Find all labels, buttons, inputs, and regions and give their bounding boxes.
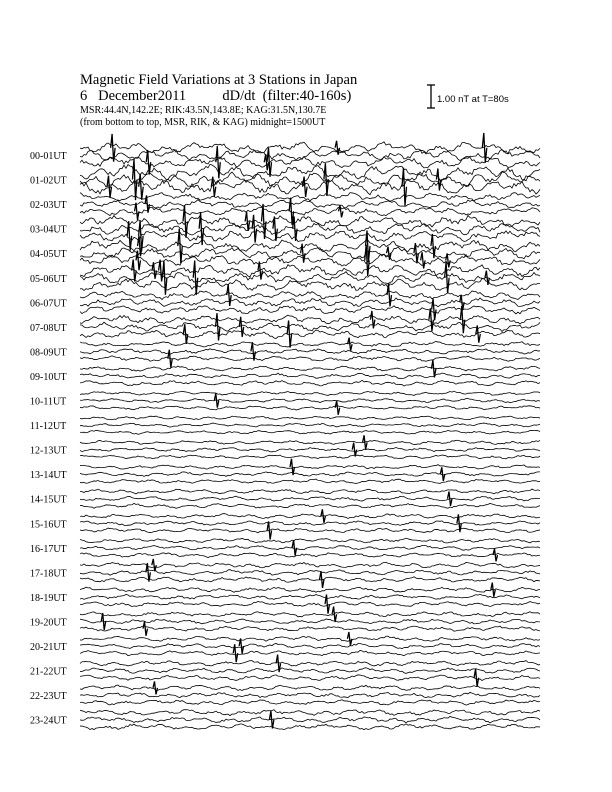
trace-KAG [80, 489, 540, 494]
trace-MSR [80, 528, 540, 533]
hour-row-05-06UT [30, 260, 540, 295]
trace-MSR [80, 330, 540, 338]
trace-spike [332, 607, 337, 623]
trace-MSR [80, 700, 540, 705]
trace-RIK [80, 643, 540, 648]
hour-row-11-12UT [30, 416, 540, 434]
hour-row-16-17UT [30, 538, 540, 561]
hour-row-20-21UT [30, 632, 540, 662]
trace-spike [152, 262, 157, 279]
hour-row-10-11UT [30, 391, 540, 415]
trace-spike [352, 443, 357, 457]
hour-row-07-08UT [30, 306, 540, 348]
trace-spike [183, 324, 188, 344]
trace-RIK [80, 668, 540, 674]
trace-spike [152, 559, 157, 572]
trace-spike [273, 216, 278, 241]
hour-label: 03-04UT [30, 224, 67, 236]
trace-RIK [80, 594, 540, 599]
hour-row-06-07UT [30, 284, 540, 321]
trace-RIK [80, 472, 540, 477]
trace-RIK [80, 496, 540, 501]
trace-spike [402, 168, 407, 206]
trace-spike [335, 141, 340, 155]
hour-label: 01-02UT [30, 175, 67, 187]
trace-spike [233, 644, 238, 662]
trace-spike [421, 252, 426, 268]
trace-spike [252, 215, 257, 243]
trace-MSR [80, 503, 540, 508]
trace-KAG [80, 315, 540, 324]
trace-MSR [80, 356, 540, 362]
trace-spike [153, 681, 158, 694]
trace-KAG [80, 685, 540, 691]
title: Magnetic Field Variations at 3 Stations in Japan [80, 72, 358, 88]
trace-RIK [80, 619, 540, 624]
trace-KAG [80, 440, 540, 444]
trace-KAG [80, 366, 540, 371]
trace-spike [493, 549, 498, 562]
trace-spike [133, 159, 138, 200]
trace-RIK [80, 692, 540, 697]
trace-KAG [80, 636, 540, 641]
trace-MSR [80, 479, 540, 483]
trace-MSR [80, 230, 540, 241]
trace-RIK [80, 373, 540, 378]
trace-MSR [80, 254, 540, 266]
hour-row-21-22UT [30, 655, 540, 687]
hour-label: 22-23UT [30, 691, 67, 703]
hour-row-18-19UT [30, 583, 540, 614]
hour-label: 06-07UT [30, 298, 67, 310]
trace-spike [370, 311, 375, 329]
trace-KAG [80, 538, 540, 543]
stations-line: MSR:44.4N,142.2E; RIK:43.5N,143.8E; KAG:31.5N,130.7E [80, 105, 327, 116]
trace-spike [303, 177, 308, 197]
trace-spike [335, 401, 340, 415]
trace-spike [432, 299, 437, 321]
hour-row-17-18UT [30, 559, 540, 588]
hour-label: 05-06UT [30, 273, 67, 285]
trace-KAG [80, 193, 540, 202]
hour-row-19-20UT [30, 607, 540, 636]
trace-spike [183, 205, 188, 238]
trace-spike [474, 669, 479, 687]
trace-KAG [80, 341, 540, 347]
trace-KAG [80, 142, 540, 154]
trace-spike [239, 639, 244, 654]
trace-RIK [80, 399, 540, 403]
trace-MSR [80, 650, 540, 655]
trace-KAG [80, 587, 540, 592]
scale-bar-label: 1.00 nT at T=80s [437, 94, 509, 105]
trace-RIK [80, 545, 540, 550]
hour-label: 14-15UT [30, 494, 67, 506]
trace-MSR [80, 430, 540, 434]
trace-KAG [80, 562, 540, 568]
trace-RIK [80, 570, 540, 576]
trace-KAG [80, 291, 540, 300]
trace-spike [139, 174, 144, 200]
trace-KAG [80, 710, 540, 716]
hour-row-22-23UT [30, 681, 540, 705]
trace-spike [267, 148, 272, 177]
trace-spike [348, 338, 353, 351]
trace-spike [387, 284, 392, 307]
trace-spike [239, 317, 244, 337]
trace-spike [135, 203, 140, 220]
hour-label: 11-12UT [30, 421, 67, 433]
trace-spike [325, 595, 330, 614]
hour-label: 10-11UT [30, 396, 67, 408]
trace-KAG [80, 391, 540, 395]
trace-RIK [80, 349, 540, 355]
trace-MSR [80, 380, 540, 386]
trace-KAG [80, 416, 540, 420]
trace-RIK [80, 247, 540, 259]
trace-spike [216, 146, 221, 178]
hour-label: 13-14UT [30, 470, 67, 482]
hour-label: 18-19UT [30, 592, 67, 604]
hour-label: 23-24UT [30, 715, 67, 727]
hour-row-12-13UT [30, 435, 540, 459]
trace-spike [414, 243, 419, 263]
hour-label: 08-09UT [30, 347, 67, 359]
hour-row-09-10UT [30, 360, 540, 386]
trace-MSR [80, 207, 540, 216]
trace-MSR [80, 406, 540, 410]
trace-spike [431, 360, 436, 377]
hour-label: 19-20UT [30, 617, 67, 629]
trace-MSR [80, 601, 540, 606]
hour-label: 04-05UT [30, 249, 67, 261]
order-line: (from bottom to top, MSR, RIK, & KAG) midnight=1500UT [80, 117, 326, 128]
trace-spike [193, 261, 198, 296]
trace-MSR [80, 455, 540, 459]
date-filter-line: 6 December2011 dD/dt (filter:40-160s) [80, 88, 352, 104]
hour-label: 09-10UT [30, 371, 67, 383]
trace-MSR [80, 306, 540, 314]
hour-row-08-09UT [30, 338, 540, 368]
hour-label: 07-08UT [30, 322, 67, 334]
hour-label: 15-16UT [30, 519, 67, 531]
hour-row-23-24UT [30, 710, 540, 730]
trace-KAG [80, 514, 540, 519]
trace-spike [347, 632, 352, 646]
trace-MSR [80, 626, 540, 631]
hour-label: 00-01UT [30, 151, 67, 162]
trace-RIK [80, 521, 540, 526]
hour-row-15-16UT [30, 509, 540, 539]
trace-MSR [80, 675, 540, 681]
trace-RIK [80, 298, 540, 307]
trace-MSR [80, 553, 540, 558]
hour-label: 17-18UT [30, 568, 67, 580]
hour-label: 02-03UT [30, 200, 67, 212]
trace-spike [227, 284, 232, 306]
trace-spike [245, 212, 250, 231]
trace-RIK [80, 423, 540, 427]
trace-RIK [80, 322, 540, 331]
trace-RIK [80, 716, 540, 722]
scale-bar [427, 85, 435, 108]
hour-row-13-14UT [30, 459, 540, 484]
trace-KAG [80, 661, 540, 666]
trace-MSR [80, 724, 540, 730]
trace-RIK [80, 448, 540, 452]
trace-KAG [80, 612, 540, 617]
trace-spike [143, 622, 148, 636]
hour-label: 12-13UT [30, 445, 67, 457]
trace-KAG [80, 465, 540, 470]
hour-row-14-15UT [30, 489, 540, 508]
hour-label: 21-22UT [30, 666, 67, 678]
trace-KAG [80, 215, 540, 227]
hour-label: 20-21UT [30, 642, 67, 653]
trace-spike [178, 229, 183, 264]
trace-RIK [80, 272, 540, 284]
hour-row-00-01UT [30, 133, 540, 178]
hour-label: 16-17UT [30, 543, 67, 555]
trace-spike [436, 169, 441, 191]
trace-spike [339, 205, 344, 217]
